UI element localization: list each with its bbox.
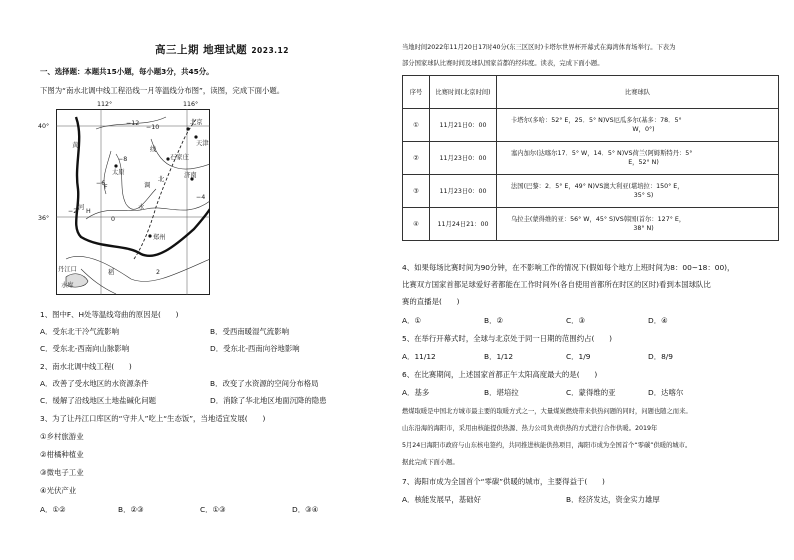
svg-text:F: F [104,184,108,191]
map-canvas [56,109,210,295]
map-intro: 下图为“南水北调中线工程沿线一月等温线分布图”，读图，完成下面小题。 [40,86,285,95]
passage-line: 燃煤取暖是中国北方城市最主要的取暖方式之一，大量煤炭燃烧带来供热问题的同时，问题也随之而来。 [402,408,692,415]
col-header-no: 序号 [403,76,430,109]
q3-item: ④光伏产业 [40,486,77,495]
svg-text:−10: −10 [146,124,160,131]
svg-text:郑州: 郑州 [153,234,166,241]
q3-option-a[interactable]: A．①② [40,505,66,514]
row-teams: 乌拉圭(蒙得维的亚：56° W，45° S)VS韩国(首尔：127° E， 38° N) [497,208,779,241]
question-4-stem-2: 比赛双方国家首都足球爱好者都能在工作时间外(各自使用首都所在时区的区时)看到本国球队比 [402,280,711,289]
q3-option-d[interactable]: D．③④ [292,505,319,514]
question-2-stem: 2、南水北调中线工程( ) [40,362,132,371]
q4-option-d[interactable]: D．④ [648,316,668,325]
svg-text:稻: 稻 [108,269,115,276]
svg-text:−6: −6 [96,180,106,187]
q7-option-a[interactable]: A．核能发展早，基础好 [402,495,481,504]
q3-item: ②柑橘种植业 [40,450,84,459]
question-3-stem: 3、为了让丹江口库区的“守井人”吃上“生态饭”，当地适宜发展( ) [40,414,266,423]
table-row [403,175,779,208]
svg-text:H: H [86,208,91,215]
question-6-stem: 6、在比赛期间，上述国家首都正午太阳高度最大的是( ) [402,370,598,379]
passage-line: 5月24日海阳市政府与山东核电签约，共同推进核能供热项目，海阳市成为全国首个“零碳”供暖的城市。 [402,442,692,449]
row-time: 11月23日0：00 [430,175,497,208]
svg-text:−12: −12 [126,120,140,127]
svg-text:石家庄: 石家庄 [170,154,189,161]
row-teams: 塞内加尔(达喀尔17．5° W，14．5° N)VS荷兰(阿姆斯特丹：5° E，52° N) [497,142,779,175]
row-no: ② [403,142,430,175]
table-row [403,208,779,241]
q6-option-a[interactable]: A．基多 [402,388,430,397]
question-4-stem: 4、如果每场比赛时间为90分钟，在不影响工作的情况下(假如每个地方上班时间为8：00~18：00)， [402,263,735,272]
svg-text:丹江口: 丹江口 [58,266,77,273]
q6-option-d[interactable]: D．达喀尔 [648,388,684,397]
svg-text:2: 2 [156,269,161,276]
worldcup-intro-2: 部分国家球队比赛时间及球队国家首都的经纬度。读表，完成下面小题。 [402,60,604,67]
q3-option-c[interactable]: C．①③ [200,505,226,514]
q3-option-b[interactable]: B．②③ [118,505,144,514]
row-no: ③ [403,175,430,208]
question-4-stem-3: 赛的直播是( ) [402,297,460,306]
lat-label: 36° [38,215,50,222]
table-row [403,142,779,175]
svg-text:线: 线 [150,146,157,153]
col-header-teams: 比赛球队 [497,76,779,109]
lat-label: 40° [38,123,50,130]
passage-line: 据此完成下面小题。 [402,459,459,466]
q1-option-c[interactable]: C．受东北-西南向山脉影响 [40,344,130,353]
col-header-time: 比赛时间(北京时间) [430,76,497,109]
row-time: 11月23日0：00 [430,142,497,175]
passage-line: 山东沿海的海阳市，采用由核能提供热源、热力公司负责供热的方式进行合作供暖。2019年 [402,425,658,432]
q4-option-a[interactable]: A．① [402,316,422,325]
svg-text:北: 北 [158,176,165,183]
row-time: 11月24日21：00 [430,208,497,241]
svg-text:天津: 天津 [196,140,209,147]
q3-item: ①乡村旅游业 [40,432,84,441]
lon-label: 116° [183,101,199,108]
lon-label: 112° [97,101,113,108]
svg-text:水库: 水库 [61,282,74,289]
q2-option-b[interactable]: B．改变了水资源的空间分布格局 [210,379,319,388]
row-teams: 卡塔尔(多哈：52° E，25．5° N)VS厄瓜多尔(基多：78．5° W，0°) [497,109,779,142]
page-title: 高三上期 地理试题 2023.12 [155,44,289,56]
q2-option-a[interactable]: A．改善了受水地区的水资源条件 [40,379,149,388]
svg-text:−4: −4 [196,194,206,201]
svg-text:济南: 济南 [184,172,197,179]
row-no: ④ [403,208,430,241]
section-heading: 一、选择题：本题共15小题，每小题3分，共45分。 [40,67,214,76]
svg-text:−8: −8 [118,156,128,163]
svg-text:0: 0 [111,216,116,223]
title-date: 2023.12 [251,46,289,55]
q7-option-b[interactable]: B．经济发达，资金实力雄厚 [566,495,660,504]
worldcup-intro: 当地时间2022年11月20日17时40分(东三区区时)卡塔尔世界杯开幕式在海湾体育场举行。下表为 [402,44,676,51]
q1-option-a[interactable]: A．受东北干冷气流影响 [40,327,119,336]
svg-text:河: 河 [78,204,85,211]
question-7-stem: 7、海阳市成为全国首个“零碳”供暖的城市，主要得益于( ) [402,477,605,486]
q1-option-b[interactable]: B．受西南暖湿气流影响 [210,327,289,336]
svg-text:北京: 北京 [190,119,203,126]
match-table [402,75,779,241]
q5-option-b[interactable]: B．1/12 [484,352,514,361]
row-time: 11月21日0：00 [430,109,497,142]
q3-item: ③微电子工业 [40,468,84,477]
row-teams: 法国(巴黎：2．5° E，49° N)VS澳大利亚(堪培拉：150° E， 35° S) [497,175,779,208]
svg-text:水: 水 [138,204,145,211]
question-1-stem: 1、图中F、H处等温线弯曲的原因是( ) [40,310,179,319]
q4-option-b[interactable]: B．② [484,316,504,325]
svg-text:−2: −2 [68,208,78,215]
q4-option-c[interactable]: C．③ [566,316,586,325]
svg-text:太原: 太原 [112,169,125,176]
q5-option-c[interactable]: C．1/9 [566,352,591,361]
q2-option-c[interactable]: C．缓解了沿线地区土地盐碱化问题 [40,396,157,405]
question-5-stem: 5、在举行开幕式时，全球与北京处于同一日期的范围约占( ) [402,334,613,343]
q6-option-c[interactable]: C．蒙得维的亚 [566,388,616,397]
svg-text:黄: 黄 [72,142,79,149]
q5-option-d[interactable]: D．8/9 [648,352,673,361]
table-row [403,109,779,142]
row-no: ① [403,109,430,142]
table-header-row [403,76,779,109]
q1-option-d[interactable]: D．受东北-西南向谷地影响 [210,344,300,353]
svg-text:调: 调 [144,182,151,189]
q6-option-b[interactable]: B．堪培拉 [484,388,519,397]
q2-option-d[interactable]: D．消除了华北地区地面沉降的隐患 [210,396,327,405]
q5-option-a[interactable]: A．11/12 [402,352,436,361]
